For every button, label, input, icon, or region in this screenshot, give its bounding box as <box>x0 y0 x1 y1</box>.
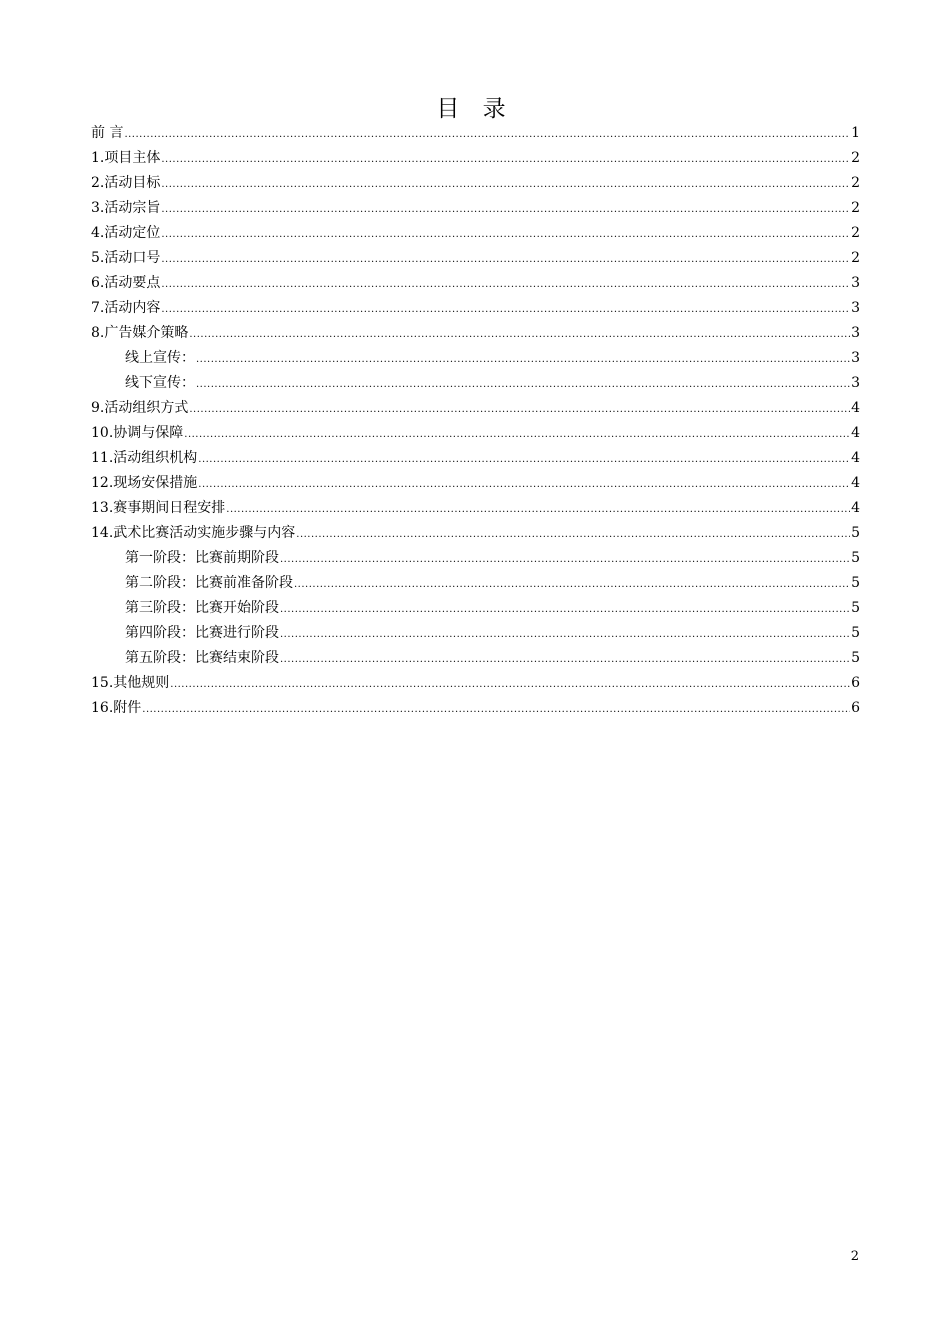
toc-entry-page-number: 3 <box>851 375 860 391</box>
toc-entry[interactable] <box>91 296 860 321</box>
toc-entry-label: 15.其他规则 <box>91 675 170 691</box>
toc-entry-label: 第一阶段：比赛前期阶段 <box>125 550 279 566</box>
toc-entry-page-number: 3 <box>851 350 860 366</box>
toc-entry[interactable] <box>91 696 860 721</box>
toc-entry-label: 11.活动组织机构 <box>91 450 198 466</box>
toc-entry-label: 9.活动组织方式 <box>91 400 189 416</box>
toc-entry-label: 4.活动定位 <box>91 225 161 241</box>
toc-dot-leader <box>296 522 850 546</box>
toc-dot-leader <box>189 397 850 421</box>
toc-entry-label: 第三阶段：比赛开始阶段 <box>125 600 279 616</box>
toc-list <box>91 121 860 721</box>
toc-entry-page-number: 5 <box>851 550 860 566</box>
toc-entry-page-number: 5 <box>851 600 860 616</box>
toc-dot-leader <box>161 247 850 271</box>
toc-entry-page-number: 3 <box>851 275 860 291</box>
toc-entry[interactable] <box>91 396 860 421</box>
toc-entry-label: 第五阶段：比赛结束阶段 <box>125 650 279 666</box>
toc-entry[interactable] <box>91 571 860 596</box>
toc-entry[interactable] <box>91 596 860 621</box>
toc-entry-page-number: 5 <box>851 625 860 641</box>
toc-entry-label: 1.项目主体 <box>91 150 161 166</box>
toc-dot-leader <box>196 347 850 371</box>
toc-dot-leader <box>294 572 850 596</box>
toc-entry-label: 10.协调与保障 <box>91 425 184 441</box>
toc-dot-leader <box>161 297 850 321</box>
toc-entry-page-number: 3 <box>851 325 860 341</box>
toc-dot-leader <box>196 372 850 396</box>
toc-entry[interactable] <box>91 171 860 196</box>
toc-entry-label: 第四阶段：比赛进行阶段 <box>125 625 279 641</box>
toc-entry-page-number: 4 <box>851 475 860 491</box>
toc-entry-page-number: 1 <box>851 125 860 141</box>
toc-entry[interactable] <box>91 671 860 696</box>
toc-dot-leader <box>142 697 850 721</box>
toc-entry-page-number: 2 <box>851 225 860 241</box>
toc-dot-leader <box>198 447 850 471</box>
toc-dot-leader <box>124 122 850 146</box>
toc-entry[interactable] <box>91 246 860 271</box>
toc-entry[interactable] <box>91 371 860 396</box>
toc-entry[interactable] <box>91 271 860 296</box>
toc-entry-page-number: 5 <box>851 650 860 666</box>
toc-entry[interactable] <box>91 321 860 346</box>
toc-entry[interactable] <box>91 496 860 521</box>
toc-dot-leader <box>280 597 850 621</box>
toc-entry[interactable] <box>91 421 860 446</box>
toc-entry-label: 3.活动宗旨 <box>91 200 161 216</box>
toc-dot-leader <box>161 172 850 196</box>
toc-entry[interactable] <box>91 446 860 471</box>
toc-entry[interactable] <box>91 221 860 246</box>
toc-dot-leader <box>170 672 850 696</box>
toc-entry-label: 线上宣传： <box>125 350 195 366</box>
toc-entry-page-number: 4 <box>851 450 860 466</box>
toc-dot-leader <box>280 622 850 646</box>
toc-entry[interactable] <box>91 521 860 546</box>
page-number: 2 <box>850 1249 859 1264</box>
toc-entry-label: 12.现场安保措施 <box>91 475 198 491</box>
toc-dot-leader <box>161 222 850 246</box>
toc-entry-page-number: 2 <box>851 200 860 216</box>
toc-entry-page-number: 5 <box>851 525 860 541</box>
toc-entry-page-number: 3 <box>851 300 860 316</box>
toc-entry-page-number: 6 <box>851 675 860 691</box>
toc-entry[interactable] <box>91 546 860 571</box>
toc-entry[interactable] <box>91 346 860 371</box>
toc-entry-label: 前 言 <box>91 125 124 141</box>
toc-entry-page-number: 4 <box>851 425 860 441</box>
toc-dot-leader <box>161 272 850 296</box>
toc-entry-page-number: 4 <box>851 500 860 516</box>
toc-dot-leader <box>184 422 850 446</box>
toc-entry-page-number: 2 <box>851 250 860 266</box>
toc-entry[interactable] <box>91 471 860 496</box>
toc-entry-label: 8.广告媒介策略 <box>91 325 189 341</box>
toc-entry-page-number: 5 <box>851 575 860 591</box>
toc-entry-label: 7.活动内容 <box>91 300 161 316</box>
toc-entry[interactable] <box>91 646 860 671</box>
toc-dot-leader <box>280 547 850 571</box>
toc-entry-label: 13.赛事期间日程安排 <box>91 500 226 516</box>
toc-entry-label: 6.活动要点 <box>91 275 161 291</box>
toc-entry-label: 2.活动目标 <box>91 175 161 191</box>
toc-entry-label: 线下宣传： <box>125 375 195 391</box>
toc-entry[interactable] <box>91 196 860 221</box>
toc-entry-page-number: 2 <box>851 150 860 166</box>
toc-dot-leader <box>189 322 850 346</box>
toc-entry-label: 14.武术比赛活动实施步骤与内容 <box>91 525 296 541</box>
toc-entry-label: 16.附件 <box>91 700 142 716</box>
toc-entry[interactable] <box>91 146 860 171</box>
toc-entry[interactable] <box>91 621 860 646</box>
toc-entry-page-number: 6 <box>851 700 860 716</box>
toc-entry[interactable] <box>91 121 860 146</box>
toc-entry-label: 第二阶段：比赛前准备阶段 <box>125 575 293 591</box>
toc-dot-leader <box>161 197 850 221</box>
toc-entry-page-number: 2 <box>851 175 860 191</box>
toc-dot-leader <box>226 497 850 521</box>
toc-title: 目 录 <box>436 96 514 122</box>
toc-entry-label: 5.活动口号 <box>91 250 161 266</box>
toc-dot-leader <box>280 647 850 671</box>
toc-dot-leader <box>198 472 850 496</box>
toc-dot-leader <box>161 147 850 171</box>
toc-entry-page-number: 4 <box>851 400 860 416</box>
